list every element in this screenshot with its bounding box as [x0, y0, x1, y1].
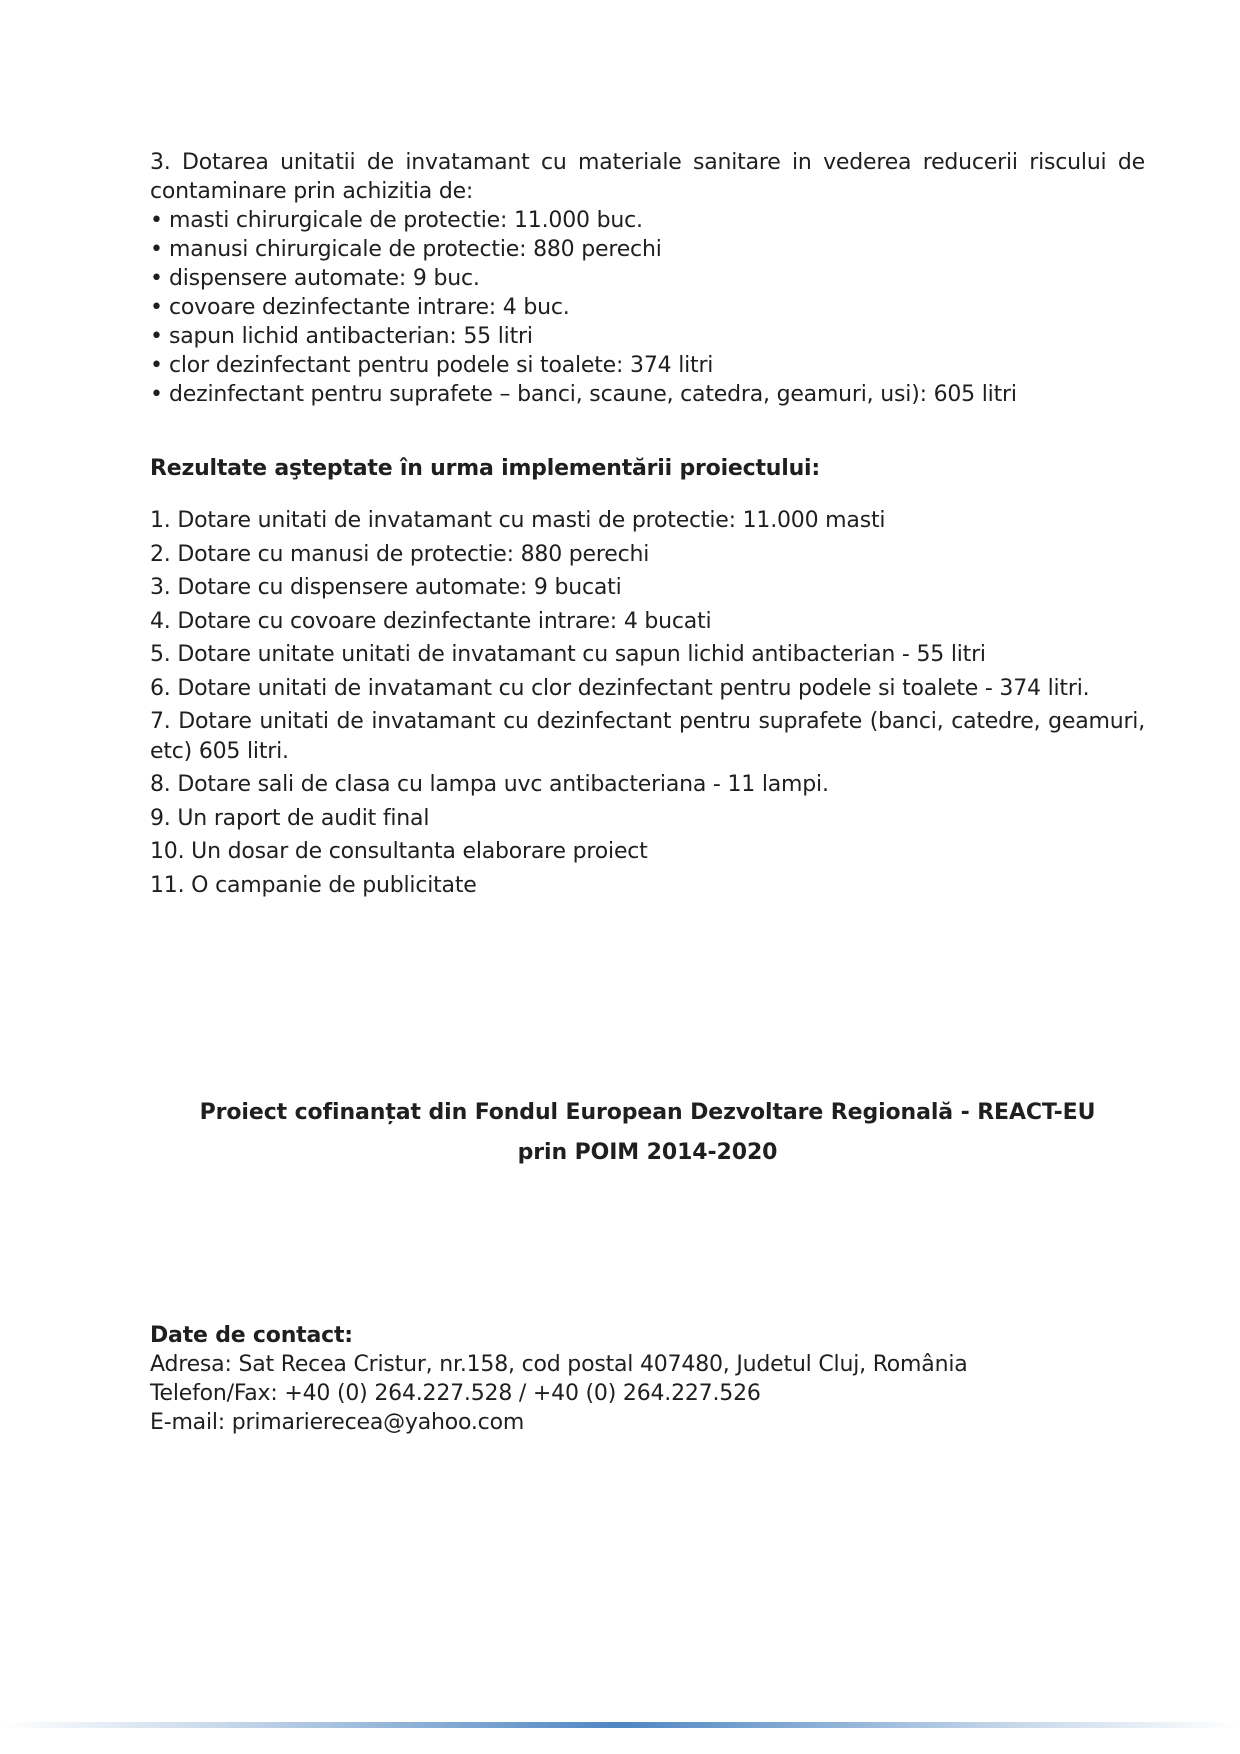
results-list-item: 11. O campanie de publicitate: [150, 872, 477, 898]
results-list-item: 10. Un dosar de consultanta elaborare proiect: [150, 839, 648, 864]
results-list-item: 8. Dotare sali de clasa cu lampa uvc antibacteriana - 11 lampi.: [150, 772, 829, 797]
supplies-list-item: • manusi chirurgicale de protectie: 880 perechi: [150, 235, 1145, 264]
main-content: [150, 148, 1145, 904]
contact-phone: Telefon/Fax: +40 (0) 264.227.528 / +40 (0) 264.227.526: [150, 1381, 761, 1406]
supplies-list-item: • masti chirurgicale de protectie: 11.000 buc.: [150, 206, 1145, 235]
footer-divider: [0, 1722, 1240, 1728]
results-list-item: 3. Dotare cu dispensere automate: 9 bucati: [150, 575, 622, 600]
results-list: [150, 506, 1145, 900]
supplies-list-item: • dispensere automate: 9 buc.: [150, 264, 1145, 293]
contact-address: Adresa: Sat Recea Cristur, nr.158, cod postal 407480, Judetul Cluj, România: [150, 1352, 968, 1377]
intro-paragraph: 3. Dotarea unitatii de invatamant cu materiale sanitare in vederea reducerii riscului de contaminare prin achizitia de:: [150, 150, 1145, 204]
contact-heading: Date de contact:: [150, 1323, 353, 1348]
supplies-list: [150, 206, 1145, 409]
contact-block: [150, 1321, 1145, 1437]
funding-line-1: Proiect cofinanțat din Fondul European Dezvoltare Regională - REACT-EU: [199, 1100, 1096, 1125]
funding-statement: [150, 1093, 1145, 1173]
supplies-list-item: • dezinfectant pentru suprafete – banci, scaune, catedra, geamuri, usi): 605 litri: [150, 380, 1145, 409]
results-list-item: 7. Dotare unitati de invatamant cu dezinfectant pentru suprafete (banci, catedre, geamuri, etc) 605 litri.: [150, 709, 1145, 764]
results-list-item: 1. Dotare unitati de invatamant cu masti de protectie: 11.000 masti: [150, 508, 886, 533]
results-list-item: 6. Dotare unitati de invatamant cu clor dezinfectant pentru podele si toalete - 374 litri.: [150, 675, 1090, 701]
funding-line-2: prin POIM 2014-2020: [517, 1140, 778, 1165]
results-list-item: 5. Dotare unitate unitati de invatamant cu sapun lichid antibacterian - 55 litri: [150, 642, 986, 667]
contact-email: E-mail: primarierecea@yahoo.com: [150, 1410, 525, 1435]
supplies-list-item: • clor dezinfectant pentru podele si toalete: 374 litri: [150, 351, 1145, 380]
results-list-item: 2. Dotare cu manusi de protectie: 880 perechi: [150, 541, 650, 567]
supplies-list-item: • sapun lichid antibacterian: 55 litri: [150, 322, 1145, 351]
results-heading: Rezultate aşteptate în urma implementării proiectului:: [150, 456, 820, 481]
supplies-list-item: • covoare dezinfectante intrare: 4 buc.: [150, 293, 1145, 322]
results-list-item: 9. Un raport de audit final: [150, 805, 430, 831]
results-list-item: 4. Dotare cu covoare dezinfectante intrare: 4 bucati: [150, 608, 712, 634]
